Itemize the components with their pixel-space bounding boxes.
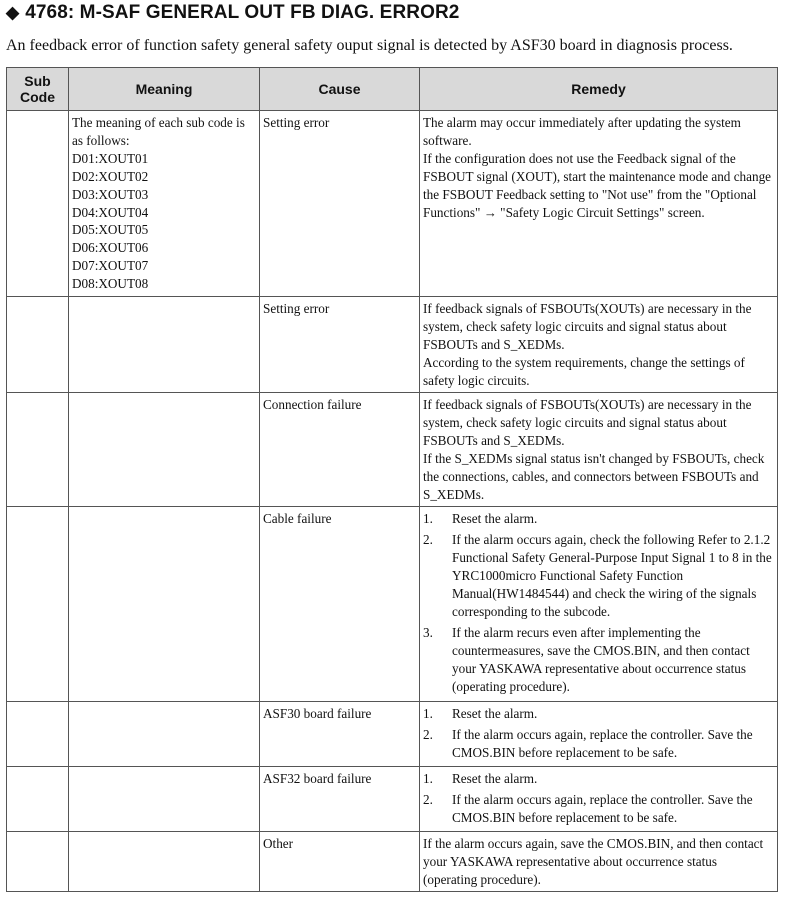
list-item	[423, 791, 774, 827]
meaning-code: D04:XOUT04	[72, 204, 149, 220]
meaning-code: D01:XOUT01	[72, 150, 149, 166]
cause-cell: Setting error	[260, 111, 420, 297]
table-row	[7, 767, 778, 832]
table-header-row	[7, 68, 778, 111]
subcode-cell	[7, 832, 69, 892]
remedy-cell	[420, 767, 778, 832]
header-meaning: Meaning	[69, 68, 260, 111]
step-text: If the alarm occurs again, check the following Refer to 2.1.2 Functional Safety General-Purpose Input Signal 1 to 8 in the YRC1000micro Functional Safety Function Manual(HW1484544) and check the wiring of the signals corresponding to the subcode.	[452, 532, 772, 620]
meaning-code: D02:XOUT02	[72, 168, 149, 184]
table-row	[7, 702, 778, 767]
remedy-text: The alarm may occur immediately after updating the system software.	[423, 115, 741, 148]
remedy-cell	[420, 393, 778, 507]
step-text: If the alarm occurs again, replace the controller. Save the CMOS.BIN before replacement to be safe.	[452, 792, 753, 826]
subcode-cell	[7, 767, 69, 832]
meaning-code: D08:XOUT08	[72, 276, 149, 292]
step-text: Reset the alarm.	[452, 511, 538, 526]
meaning-intro: The meaning of each sub code is as follows:	[72, 115, 245, 148]
meaning-code: D05:XOUT05	[72, 222, 149, 238]
remedy-cell	[420, 297, 778, 393]
remedy-text: If the S_XEDMs signal status isn't changed by FSBOUTs, check the connections, cables, and connectors between FSBOUTs and S_XEDMs.	[423, 450, 765, 502]
step-number: 1.	[423, 511, 433, 526]
cause-cell: Setting error	[260, 297, 420, 393]
list-item	[423, 510, 774, 528]
meaning-code: D06:XOUT06	[72, 240, 149, 256]
meaning-cell	[69, 832, 260, 892]
step-number: 1.	[423, 706, 433, 721]
step-text: If the alarm occurs again, replace the controller. Save the CMOS.BIN before replacement to be safe.	[452, 727, 753, 761]
remedy-text: According to the system requirements, change the settings of safety logic circuits.	[423, 354, 745, 388]
remedy-text: If feedback signals of FSBOUTs(XOUTs) are necessary in the system, check safety logic circuits and signal status about FSBOUTs and S_XEDMs.	[423, 301, 752, 352]
subcode-cell	[7, 507, 69, 702]
subcode-cell	[7, 702, 69, 767]
meaning-cell	[69, 393, 260, 507]
meaning-cell	[69, 297, 260, 393]
table-row	[7, 111, 778, 297]
remedy-steps	[423, 770, 774, 827]
meaning-code: D07:XOUT07	[72, 258, 149, 274]
remedy-cell	[420, 507, 778, 702]
remedy-cell	[420, 702, 778, 767]
step-number: 2.	[423, 792, 433, 808]
remedy-cell: If the alarm occurs again, save the CMOS.BIN, and then contact your YASKAWA representative about occurrence status (operating procedure).	[420, 832, 778, 892]
page-title-text: 4768: M-SAF GENERAL OUT FB DIAG. ERROR2	[25, 2, 460, 23]
meaning-cell	[69, 702, 260, 767]
table-row	[7, 393, 778, 507]
list-item	[423, 726, 774, 762]
step-number: 2.	[423, 532, 433, 548]
table-row	[7, 832, 778, 892]
cause-cell: ASF32 board failure	[260, 767, 420, 832]
diamond-bullet-icon: ◆	[6, 3, 20, 22]
step-number: 3.	[423, 625, 433, 641]
step-number: 1.	[423, 771, 433, 786]
meaning-cell	[69, 507, 260, 702]
alarm-table	[6, 67, 778, 892]
meaning-code: D03:XOUT03	[72, 186, 149, 202]
cause-cell: Connection failure	[260, 393, 420, 507]
remedy-cell	[420, 111, 778, 297]
list-item	[423, 531, 774, 621]
page-title	[6, 2, 459, 24]
subcode-cell	[7, 111, 69, 297]
list-item	[423, 624, 774, 696]
table-row	[7, 507, 778, 702]
cause-cell: Cable failure	[260, 507, 420, 702]
step-number: 2.	[423, 727, 433, 743]
remedy-text: If feedback signals of FSBOUTs(XOUTs) are necessary in the system, check safety logic circuits and signal status about FSBOUTs and S_XEDMs.	[423, 397, 752, 448]
meaning-cell	[69, 111, 260, 297]
table-row	[7, 297, 778, 393]
header-remedy: Remedy	[420, 68, 778, 111]
subcode-cell	[7, 297, 69, 393]
remedy-steps	[423, 705, 774, 762]
meaning-cell	[69, 767, 260, 832]
subcode-cell	[7, 393, 69, 507]
list-item	[423, 705, 774, 723]
cause-cell: ASF30 board failure	[260, 702, 420, 767]
step-text: Reset the alarm.	[452, 771, 538, 786]
header-subcode: Sub Code	[7, 68, 69, 111]
alarm-description: An feedback error of function safety general safety ouput signal is detected by ASF30 board in diagnosis process.	[6, 37, 733, 54]
step-text: Reset the alarm.	[452, 706, 538, 721]
remedy-text: If the configuration does not use the Feedback signal of the FSBOUT signal (XOUT), start the maintenance mode and change the FSBOUT Feedback setting to "Not use" from the "Optional Functions" → "Safety Logic Circuit Settings" screen.	[423, 150, 772, 220]
list-item	[423, 770, 774, 788]
header-cause: Cause	[260, 68, 420, 111]
remedy-steps	[423, 510, 774, 696]
cause-cell: Other	[260, 832, 420, 892]
step-text: If the alarm recurs even after implementing the countermeasures, save the CMOS.BIN, and then contact your YASKAWA representative about occurrence status (operating procedure).	[452, 625, 750, 695]
